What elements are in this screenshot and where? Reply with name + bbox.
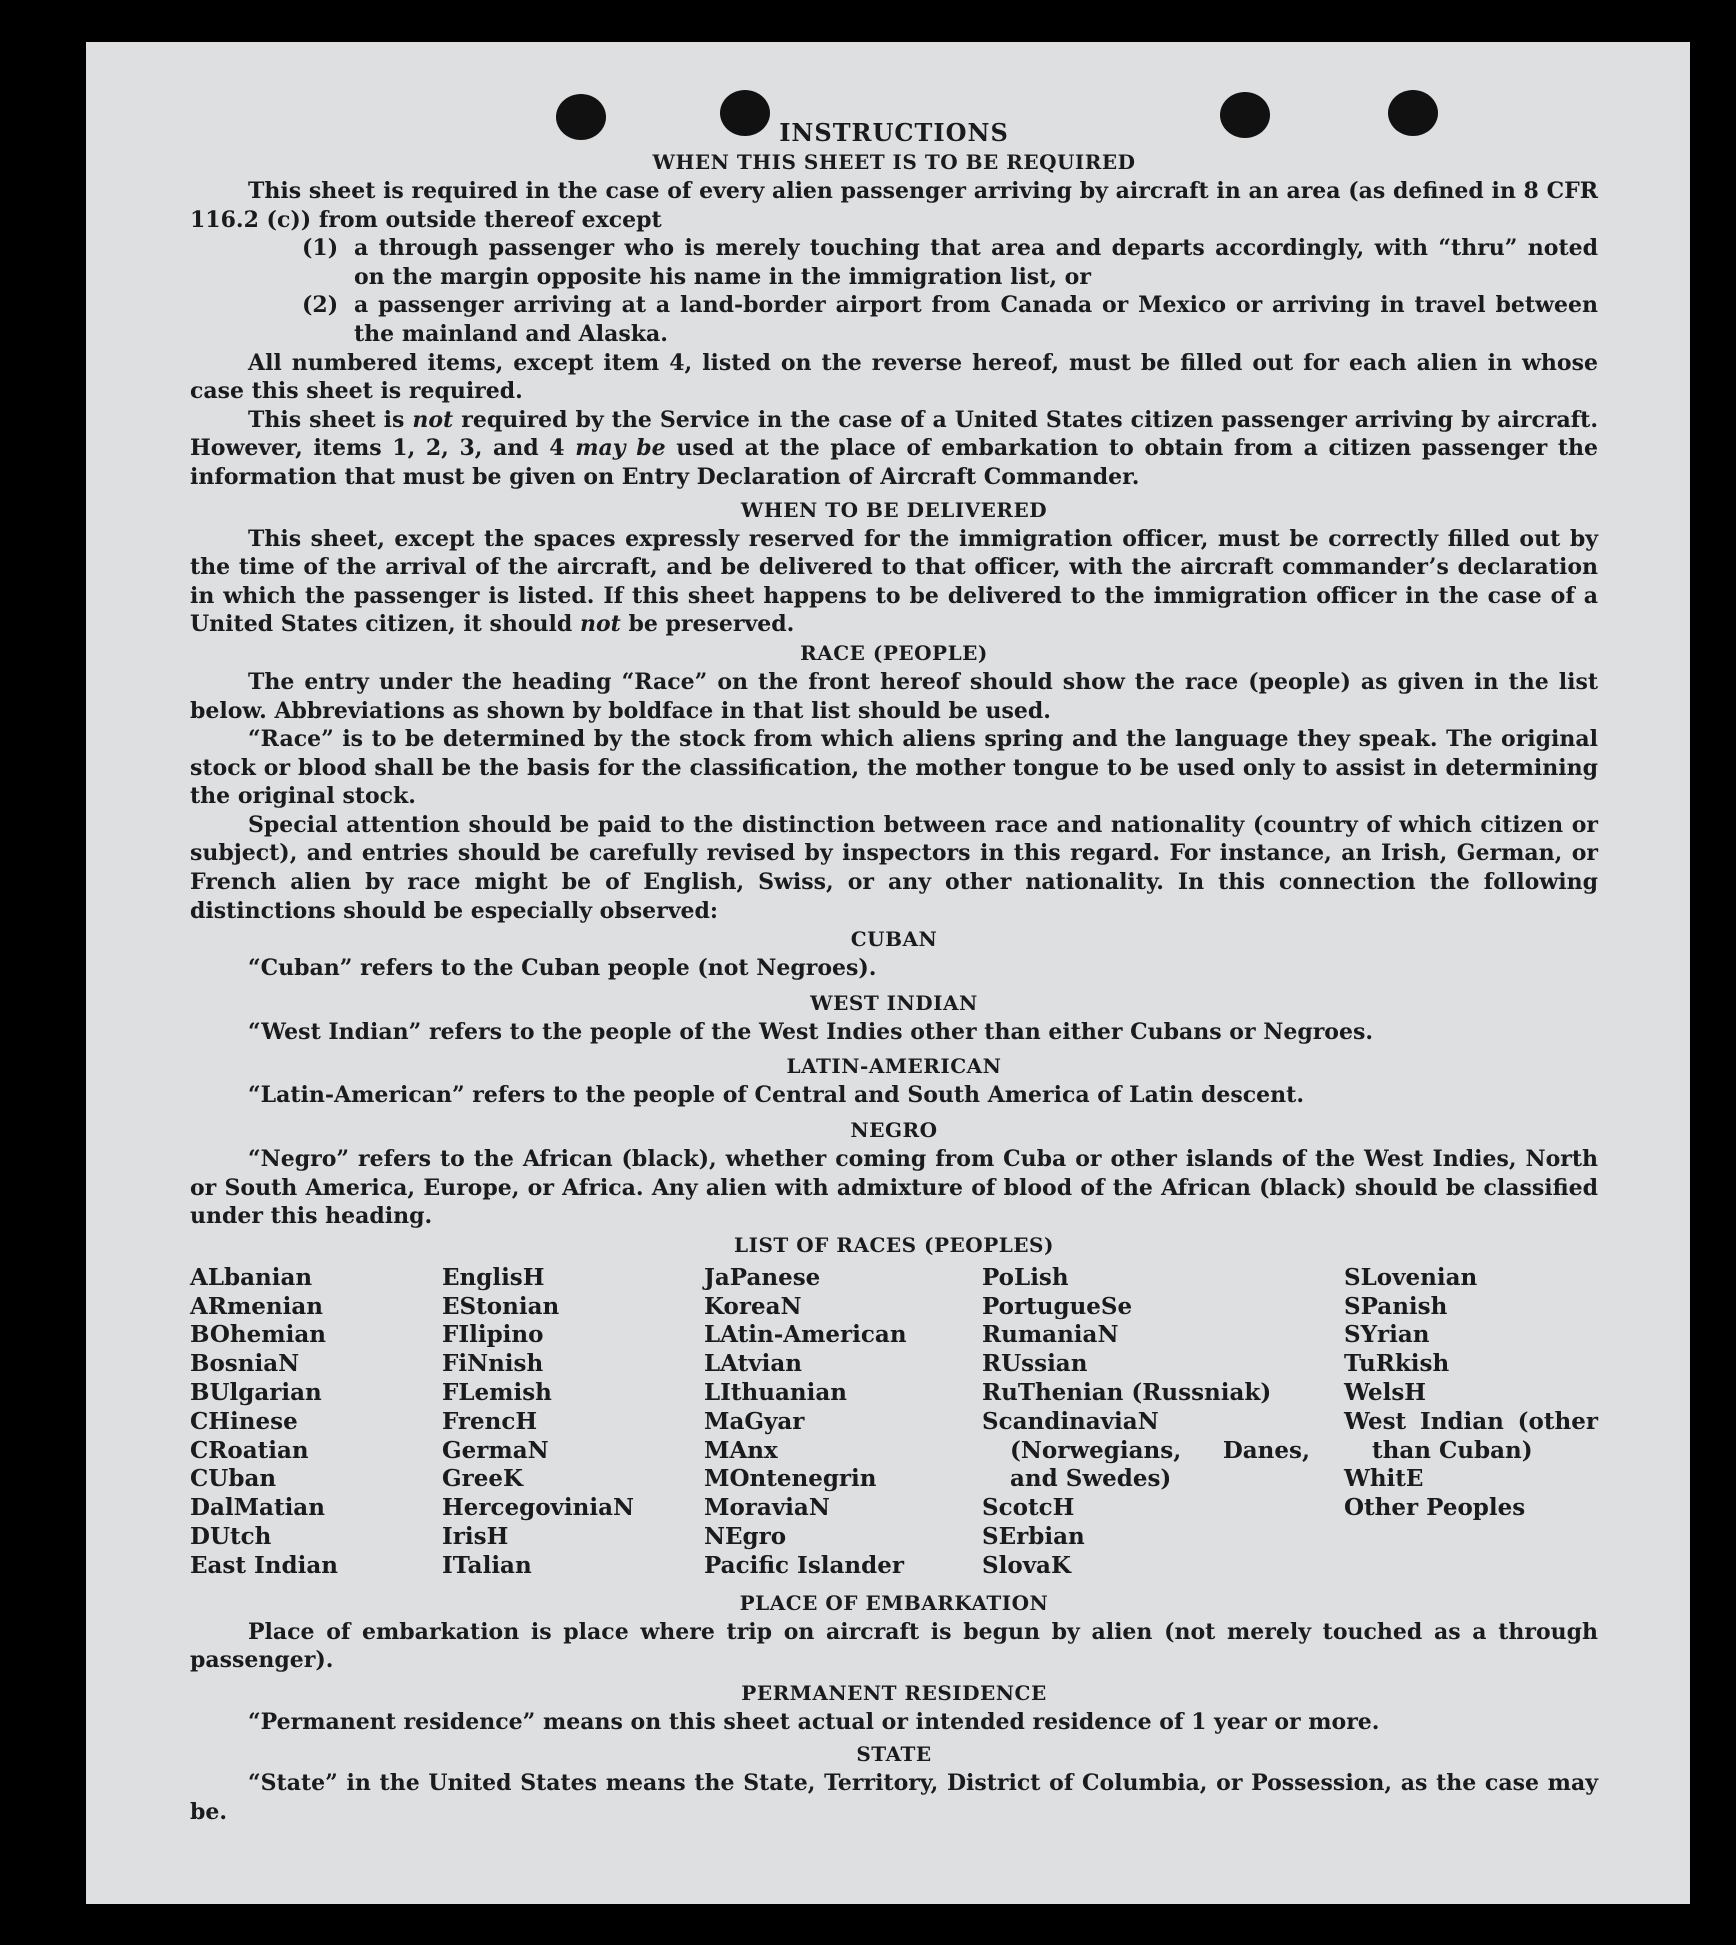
race-entry: SPanish [1344,1292,1448,1320]
document-sheet [86,42,1690,1904]
section-heading: WEST INDIAN [810,990,978,1015]
race-entry: MAnx [704,1436,778,1464]
race-entry: MOntenegrin [704,1465,877,1493]
race-entry: West Indian (other than Cuban) [1344,1407,1598,1464]
race-entry: RUssian [982,1350,1088,1378]
section-heading: LIST OF RACES (PEOPLES) [734,1232,1054,1257]
race-entry: GermaN [442,1436,549,1464]
race-entry: FLemish [442,1379,552,1406]
race-entry: RuThenian (Russniak) [982,1379,1272,1406]
race-entry: LAtin-American [704,1321,907,1349]
section-heading: CUBAN [850,927,938,952]
race-entry: PoLish [982,1263,1069,1291]
item-number: (2) [302,292,339,319]
race-entry: SYrian [1344,1321,1430,1349]
race-list [190,1264,1598,1581]
paragraph: “Cuban” refers to the Cuban people (not Negroes). [248,955,877,982]
race-entry: SlovaK [982,1551,1071,1579]
race-entry: BOhemian [190,1321,326,1349]
race-entry: ARmenian [190,1292,324,1320]
race-column [982,1264,1344,1581]
race-entry: MoraviaN [704,1494,830,1522]
section-heading: PERMANENT RESIDENCE [741,1680,1047,1705]
race-entry: ITalian [442,1551,532,1579]
race-entry: RumaniaN [982,1321,1119,1349]
race-entry: FIlipino [442,1321,544,1349]
race-entry: TuRkish [1344,1350,1450,1378]
paragraph: “West Indian” refers to the people of the West Indies other than either Cubans or Negroes. [248,1018,1374,1045]
race-entry: LAtvian [704,1350,802,1378]
section-heading: NEGRO [850,1118,938,1143]
race-entry: East Indian [190,1551,338,1579]
race-column [190,1264,442,1581]
race-entry: Other Peoples [1344,1494,1526,1522]
item-number: (1) [302,235,339,262]
race-entry: DalMatian [190,1494,325,1522]
paragraph: “Race” is to be determined by the stock from which aliens spring and the language they speak. The original stock or blood shall be the basis for the classification, the mother tongue to be used only to assist in determining the original stock. [190,726,1598,810]
section-heading: WHEN TO BE DELIVERED [740,497,1048,522]
item-text: a passenger arriving at a land-border airport from Canada or Mexico or arriving in travel between the mainland and Alaska. [354,292,1598,347]
page-title: INSTRUCTIONS [779,118,1009,147]
paragraph: All numbered items, except item 4, listed on the reverse hereof, must be filled out for each alien in whose case this sheet is required. [190,349,1598,405]
race-entry: BosniaN [190,1350,300,1378]
race-entry: HercegoviniaN [442,1494,635,1522]
section-heading: STATE [856,1742,932,1767]
paragraph: “Permanent residence” means on this sheet actual or intended residence of 1 year or more. [248,1708,1380,1735]
race-entry: PortugueSe [982,1292,1133,1320]
paragraph: The entry under the heading “Race” on the front hereof should show the race (people) as given in the list below. Abbreviations as shown by boldface in that list should be used. [190,668,1598,724]
race-entry: SErbian [982,1522,1085,1550]
race-entry: MaGyar [704,1407,805,1435]
race-entry: Pacific Islander [704,1551,904,1579]
section-heading: PLACE OF EMBARKATION [739,1590,1049,1615]
race-entry: CRoatian [190,1436,309,1464]
race-entry: ScotcH [982,1494,1075,1522]
race-entry: CUban [190,1465,277,1493]
paragraph: This sheet, except the spaces expressly reserved for the immigration officer, must be correctly filled out by the time of the arrival of the aircraft, and be delivered to that officer, with the aircraft commander’s declaration in which the passenger is listed. If this sheet happens to be delivered to the immigration officer in the case of a United States citizen, it should not be preserved. [190,525,1598,638]
paragraph: This sheet is required in the case of every alien passenger arriving by aircraft in an area (as defined in 8 CFR 116.2 (c)) from outside thereof except [190,178,1598,233]
race-entry: FrencH [442,1407,538,1435]
race-entry: ScandinaviaN (Norwegians, Danes, and Swedes) [982,1407,1310,1493]
paragraph: “Latin-American” refers to the people of Central and South America of Latin descent. [248,1082,1304,1109]
list-item [190,291,1598,348]
paragraph: “State” in the United States means the State, Territory, District of Columbia, or Possession, as the case may be. [190,1770,1598,1825]
race-entry: CHinese [190,1407,298,1435]
paragraph: “Negro” refers to the African (black), whether coming from Cuba or other islands of the West Indies, North or South America, Europe, or Africa. Any alien with admixture of blood of the African (black) should be classified under this heading. [190,1146,1598,1230]
race-entry: KoreaN [704,1292,802,1320]
race-entry: WhitE [1344,1465,1424,1493]
list-item [190,234,1598,291]
item-text: a through passenger who is merely touching that area and departs accordingly, with “thru” noted on the margin opposite his name in the immigration list, or [354,235,1598,290]
paragraph: Place of embarkation is place where trip on aircraft is begun by alien (not merely touched as a through passenger). [190,1618,1598,1674]
race-entry: WelsH [1344,1379,1427,1406]
race-entry: SLovenian [1344,1263,1478,1291]
race-entry: GreeK [442,1465,524,1493]
paragraph: This sheet is not required by the Service in the case of a United States citizen passenger arriving by aircraft. However, items 1, 2, 3, and 4 may be used at the place of embarkation to obtain from a citizen passenger the information that must be given on Entry Declaration of Aircraft Commander. [190,406,1598,490]
race-column [1344,1264,1598,1581]
race-column [704,1264,982,1581]
race-entry: LIthuanian [704,1379,847,1406]
paragraph: Special attention should be paid to the distinction between race and nationality (country of which citizen or subject), and entries should be carefully revised by inspectors in this regard. For instance, an Irish, German, or French alien by race might be of English, Swiss, or any other nationality. In this connection the following distinctions should be especially observed: [190,811,1598,924]
section-heading: WHEN THIS SHEET IS TO BE REQUIRED [652,150,1136,174]
section-heading: RACE (PEOPLE) [800,640,988,665]
race-entry: JaPanese [704,1263,821,1291]
section-heading: LATIN-AMERICAN [786,1054,1002,1079]
race-entry: NEgro [704,1522,787,1550]
race-column [442,1264,704,1581]
race-entry: FiNnish [442,1350,544,1378]
race-entry: BUlgarian [190,1379,322,1406]
race-entry: IrisH [442,1522,509,1550]
race-entry: DUtch [190,1522,272,1550]
race-entry: ALbanian [190,1263,313,1291]
race-entry: EnglisH [442,1263,545,1291]
race-entry: EStonian [442,1292,560,1320]
document-body [190,118,1598,1827]
